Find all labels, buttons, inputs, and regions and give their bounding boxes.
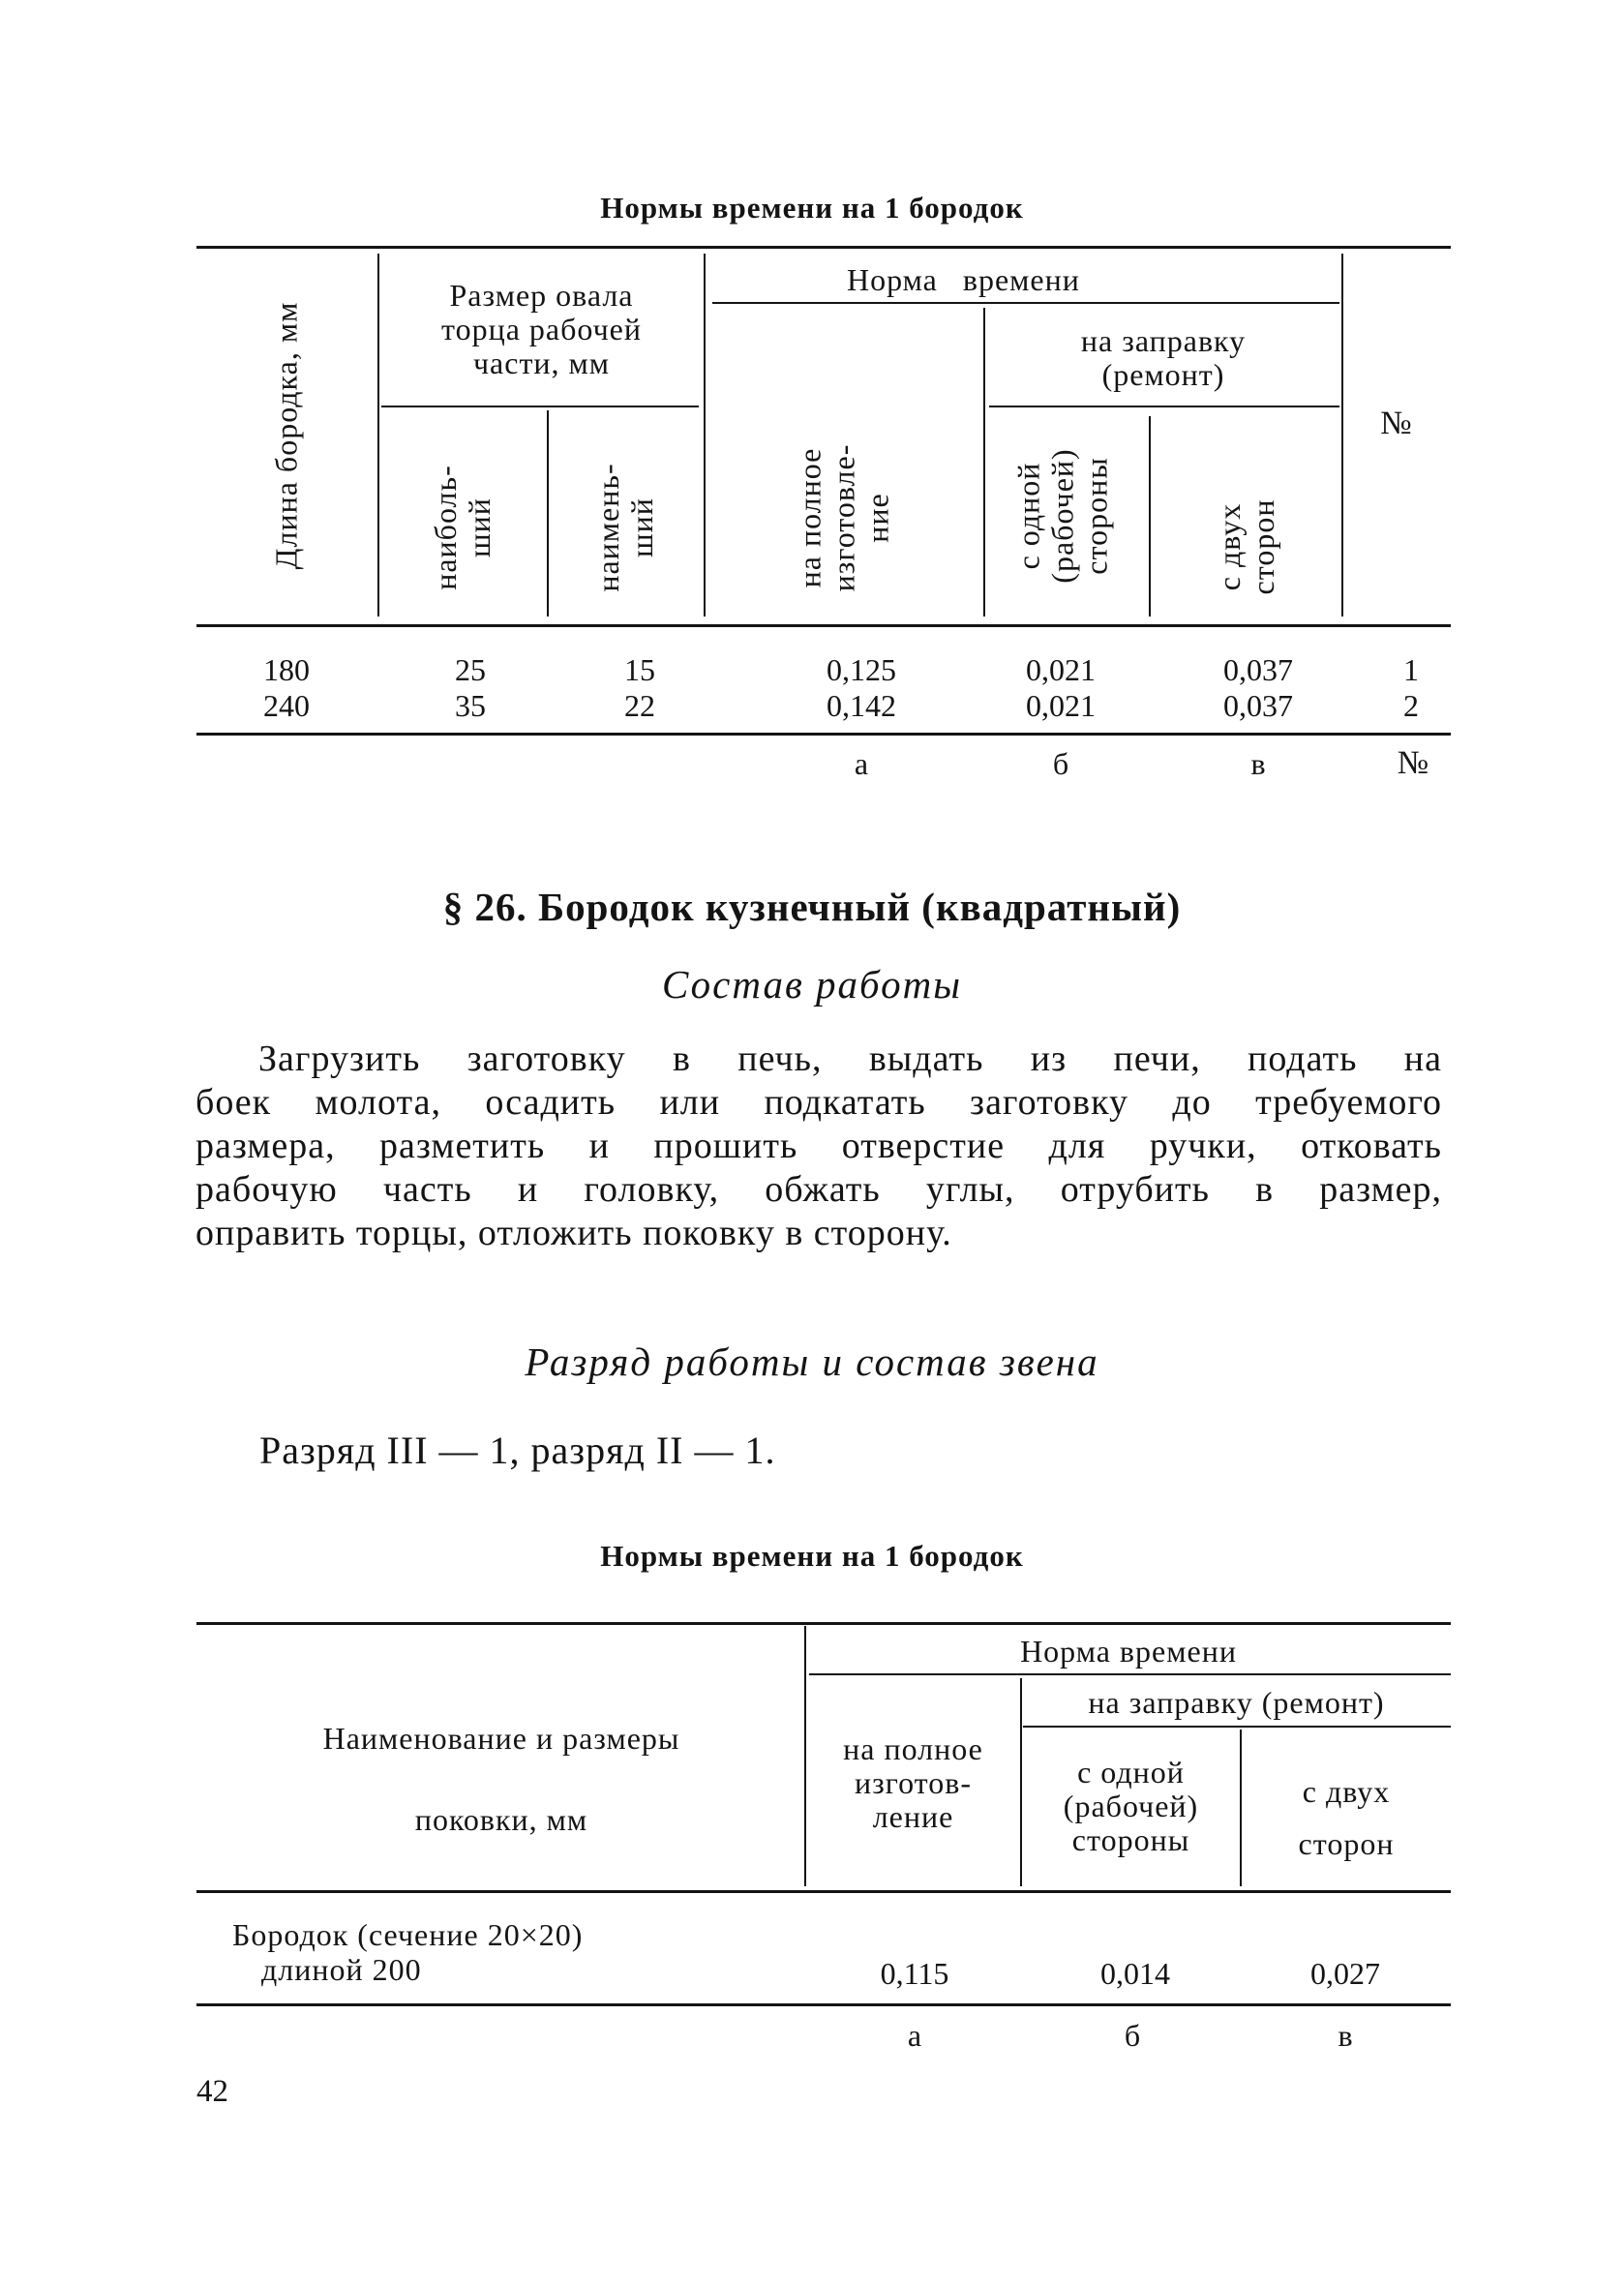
header-max: наиболь- ший — [428, 465, 496, 590]
table1-norm-rule — [712, 302, 1339, 304]
header-no: № — [1380, 406, 1413, 441]
paragraph-line: оправить торцы, отложить поковку в сторону. — [195, 1213, 952, 1253]
table1-oval-rule — [381, 406, 699, 407]
cell-one-side: 0,021 — [1026, 652, 1096, 687]
cell-two-sides: 0,037 — [1223, 688, 1293, 723]
work-heading: Состав работы — [662, 962, 962, 1007]
cell-min: 15 — [624, 652, 655, 687]
page-number: 42 — [196, 2074, 228, 2109]
paragraph-line: боек молота, осадить или подкатать заготовку до требуемого — [195, 1082, 1442, 1123]
footer-a: а — [854, 746, 869, 781]
header-min: наимень- ший — [590, 463, 659, 592]
footer-b: б — [1052, 746, 1069, 781]
header-repair: на заправку (ремонт) — [1080, 323, 1247, 392]
header-two-sides: с двух сторон — [1298, 1774, 1395, 1861]
table1-vline — [547, 410, 549, 617]
cell-name: Бородок (сечение 20×20) длиной 200 — [232, 1917, 584, 1987]
table2-repair-rule — [1023, 1726, 1451, 1728]
table1-header-rule — [196, 624, 1451, 627]
table2-norm-rule — [809, 1673, 1451, 1675]
footer-v: в — [1338, 2018, 1353, 2053]
cell-length: 240 — [263, 688, 310, 723]
work-paragraph — [195, 1038, 1442, 1255]
cell-no: 2 — [1403, 688, 1419, 723]
cell-min: 22 — [624, 688, 655, 723]
cell-full: 0,115 — [880, 1956, 949, 1991]
header-name: Наименование и размеры поковки, мм — [322, 1721, 680, 1837]
table1-top-rule — [196, 246, 1451, 249]
cell-full: 0,125 — [827, 652, 896, 687]
grade-heading: Разряд работы и состав звена — [525, 1339, 1099, 1384]
cell-no: 1 — [1403, 652, 1419, 687]
section-title: § 26. Бородок кузнечный (квадратный) — [442, 885, 1182, 929]
table1-bottom-rule — [196, 733, 1451, 736]
table1-vline — [704, 254, 706, 617]
cell-max: 25 — [455, 652, 486, 687]
table2-bottom-rule — [196, 2003, 1451, 2006]
footer-no: № — [1397, 745, 1429, 781]
header-length: Длина бородка, мм — [268, 301, 304, 570]
cell-one-side: 0,014 — [1100, 1956, 1170, 1991]
table1-caption: Нормы времени на 1 бородок — [600, 191, 1024, 225]
paragraph-line: рабочую часть и головку, обжать углы, отрубить в размер, — [195, 1169, 1442, 1210]
table1-repair-rule — [989, 406, 1339, 407]
header-oval-size: Размер овала торца рабочей части, мм — [441, 278, 642, 380]
cell-two-sides: 0,037 — [1223, 652, 1293, 687]
table2-header-rule — [196, 1890, 1451, 1893]
footer-v: в — [1250, 746, 1266, 781]
header-norm: Норма времени — [1020, 1634, 1237, 1669]
paragraph-line: Загрузить заготовку в печь, выдать из печи, подать на — [258, 1038, 1442, 1079]
table1-vline — [1149, 416, 1151, 617]
footer-a: а — [907, 2018, 922, 2053]
cell-one-side: 0,021 — [1026, 688, 1096, 723]
cell-max: 35 — [455, 688, 486, 723]
header-one-side: с одной (рабочей) стороны — [1010, 448, 1114, 584]
header-full: на полное изготовле- ние — [792, 443, 895, 592]
table2-caption: Нормы времени на 1 бородок — [600, 1539, 1024, 1573]
cell-two-sides: 0,027 — [1310, 1956, 1380, 1991]
header-norm: Норма времени — [847, 262, 1080, 297]
grade-text: Разряд III — 1, разряд II — 1. — [259, 1429, 776, 1472]
header-two-sides: с двух сторон — [1212, 498, 1280, 595]
table2-top-rule — [196, 1622, 1451, 1625]
header-repair: на заправку (ремонт) — [1088, 1685, 1385, 1720]
cell-length: 180 — [263, 652, 310, 687]
header-full: на полное изготов- ление — [843, 1731, 983, 1834]
cell-full: 0,142 — [827, 688, 896, 723]
paragraph-line: размера, разметить и прошить отверстие для ручки, отковать — [195, 1126, 1442, 1166]
footer-b: б — [1124, 2018, 1141, 2053]
header-one-side: с одной (рабочей) стороны — [1063, 1755, 1199, 1857]
